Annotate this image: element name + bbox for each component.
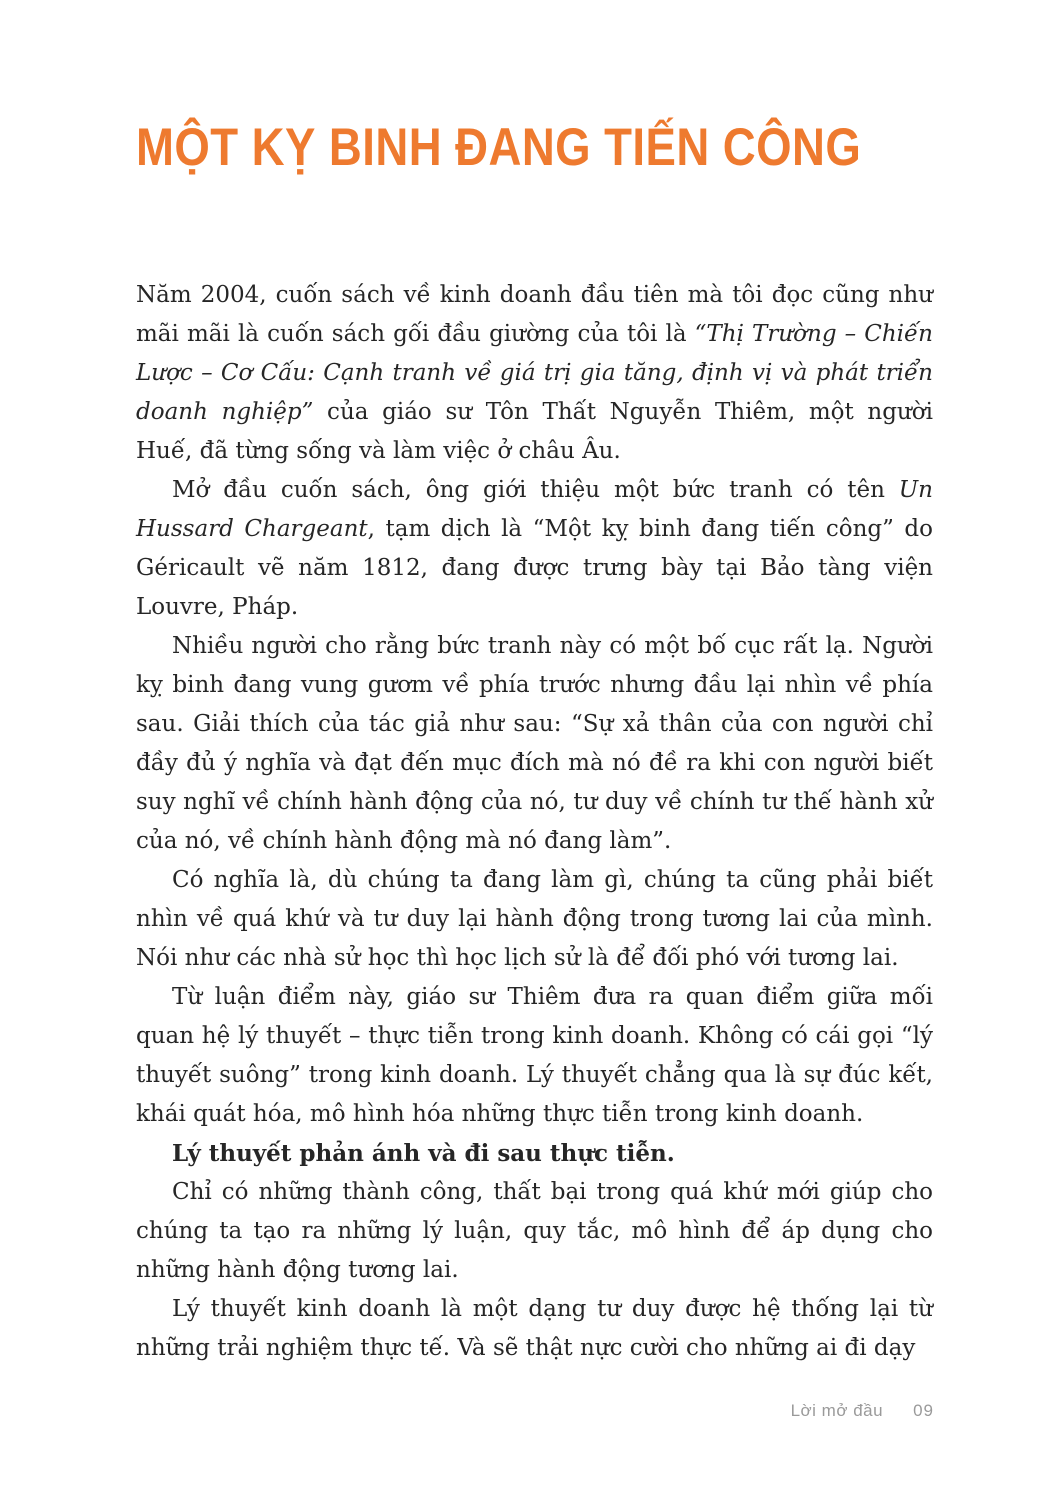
paragraph-2-text-b: , tạm dịch là “Một kỵ binh đang tiến công” do Géricault vẽ năm 1812, đang được trưng bày tại Bảo tàng viện Louvre, Pháp.: [136, 516, 933, 620]
body-text: [136, 276, 933, 1368]
painting-title-italic: Un Hussard Chargeant: [136, 477, 933, 542]
paragraph-2: [136, 471, 933, 627]
paragraph-3: Nhiều người cho rằng bức tranh này có một bố cục rất lạ. Người kỵ binh đang vung gươm về phía trước nhưng đầu lại nhìn về phía sau. Giải thích của tác giả như sau: “Sự xả thân của con người chỉ đầy đủ ý nghĩa và đạt đến mục đích mà nó đề ra khi con người biết suy nghĩ về chính hành động của nó, tư duy về chính tư thế hành xử của nó, về chính hành động mà nó đang làm”.: [136, 633, 933, 854]
page-footer: [791, 1398, 934, 1424]
paragraph-4: Có nghĩa là, dù chúng ta đang làm gì, chúng ta cũng phải biết nhìn về quá khứ và tư duy lại hành động trong tương lai của mình. Nói như các nhà sử học thì học lịch sử là để đối phó với tương lai.: [136, 867, 933, 971]
paragraph-2-text-a: Mở đầu cuốn sách, ông giới thiệu một bức tranh có tên: [172, 477, 899, 503]
paragraph-8: Lý thuyết kinh doanh là một dạng tư duy được hệ thống lại từ những trải nghiệm thực tế. Và sẽ thật nực cười cho những ai đi dạy: [136, 1296, 933, 1361]
book-title-italic: “Thị Trường – Chiến Lược – Cơ Cấu: Cạnh tranh về giá trị gia tăng, định vị và phát triển doanh nghiệp”: [136, 321, 933, 425]
footer-chapter-name: Lời mở đầu: [790, 1401, 884, 1420]
chapter-title: MỘT KỴ BINH ĐANG TIẾN CÔNG: [136, 118, 862, 177]
paragraph-1-text-a: Năm 2004, cuốn sách về kinh doanh đầu tiên mà tôi đọc cũng như mãi mãi là cuốn sách gối đầu giường của tôi là: [136, 282, 933, 347]
paragraph-1-text-b: của giáo sư Tôn Thất Nguyễn Thiêm, một người Huế, đã từng sống và làm việc ở châu Âu.: [136, 399, 933, 464]
page-number: 09: [913, 1401, 934, 1420]
paragraph-5: Từ luận điểm này, giáo sư Thiêm đưa ra quan điểm giữa mối quan hệ lý thuyết – thực tiễn trong kinh doanh. Không có cái gọi “lý thuyết suông” trong kinh doanh. Lý thuyết chẳng qua là sự đúc kết, khái quát hóa, mô hình hóa những thực tiễn trong kinh doanh.: [136, 984, 933, 1127]
paragraph-7: Chỉ có những thành công, thất bại trong quá khứ mới giúp cho chúng ta tạo ra những lý luận, quy tắc, mô hình để áp dụng cho những hành động tương lai.: [136, 1179, 933, 1283]
paragraph-6-bold: Lý thuyết phản ánh và đi sau thực tiễn.: [172, 1140, 675, 1167]
paragraph-1: [136, 276, 933, 471]
